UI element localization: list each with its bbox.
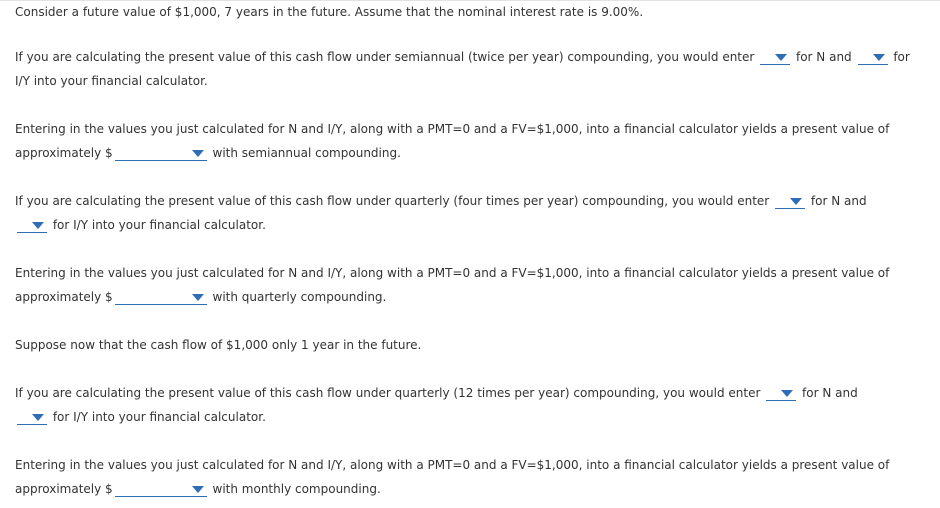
q5-line2 <box>15 409 266 425</box>
q6-line2 <box>15 481 381 497</box>
q6-pv-dropdown[interactable] <box>115 482 207 497</box>
chevron-down-icon <box>192 150 204 157</box>
q3-pre-text: If you are calculating the present value of this cash flow under quarterly (four times per year) compounding, you would enter <box>15 194 770 208</box>
q6-line2-pre: approximately $ <box>15 482 113 496</box>
chevron-down-icon <box>790 198 802 205</box>
q3-iy-dropdown[interactable] <box>17 218 47 233</box>
q6-line2-post: with monthly compounding. <box>212 482 381 496</box>
q5-iy-dropdown[interactable] <box>17 410 47 425</box>
q2-line2-pre: approximately $ <box>15 146 113 160</box>
intro-text: Consider a future value of $1,000, 7 years in the future. Assume that the nominal interest rate is 9.00%. <box>15 5 644 19</box>
chevron-down-icon <box>32 222 44 229</box>
top-divider <box>0 0 940 1</box>
suppose-text: Suppose now that the cash flow of $1,000 only 1 year in the future. <box>15 338 422 352</box>
q2-line1: Entering in the values you just calculated for N and I/Y, along with a PMT=0 and a FV=$1,000, into a financial calculator yields a present value of <box>15 122 890 136</box>
q1-line2: I/Y into your financial calculator. <box>15 74 208 88</box>
q4-line2-post: with quarterly compounding. <box>212 290 387 304</box>
q2-line2 <box>15 145 401 161</box>
q4-line2 <box>15 289 386 305</box>
chevron-down-icon <box>775 54 787 61</box>
chevron-down-icon <box>192 486 204 493</box>
q3-mid-text: for N and <box>810 194 867 208</box>
q2-pv-dropdown[interactable] <box>115 146 207 161</box>
chevron-down-icon <box>873 54 885 61</box>
q5-line2-text: for I/Y into your financial calculator. <box>52 410 266 424</box>
chevron-down-icon <box>781 390 793 397</box>
q1-pre-text: If you are calculating the present value of this cash flow under semiannual (twice per year) compounding, you would enter <box>15 50 755 64</box>
q3-line2 <box>15 217 266 233</box>
q3-line2-text: for I/Y into your financial calculator. <box>52 218 266 232</box>
q1-iy-dropdown[interactable] <box>858 50 888 65</box>
q5-pre-text: If you are calculating the present value of this cash flow under quarterly (12 times per year) compounding, you would enter <box>15 386 761 400</box>
q1-n-dropdown[interactable] <box>760 50 790 65</box>
q1-mid-text: for N and <box>795 50 852 64</box>
q5-n-dropdown[interactable] <box>766 386 796 401</box>
q4-pv-dropdown[interactable] <box>115 290 207 305</box>
q5-line1 <box>15 385 858 401</box>
chevron-down-icon <box>32 414 44 421</box>
q4-line1: Entering in the values you just calculated for N and I/Y, along with a PMT=0 and a FV=$1,000, into a financial calculator yields a present value of <box>15 266 890 280</box>
chevron-down-icon <box>192 294 204 301</box>
q1-line1 <box>15 49 910 65</box>
q3-n-dropdown[interactable] <box>775 194 805 209</box>
q1-post-text: for <box>893 50 910 64</box>
q3-line1 <box>15 193 867 209</box>
q2-line2-post: with semiannual compounding. <box>212 146 401 160</box>
q6-line1: Entering in the values you just calculated for N and I/Y, along with a PMT=0 and a FV=$1,000, into a financial calculator yields a present value of <box>15 458 890 472</box>
q4-line2-pre: approximately $ <box>15 290 113 304</box>
q5-mid-text: for N and <box>802 386 858 400</box>
